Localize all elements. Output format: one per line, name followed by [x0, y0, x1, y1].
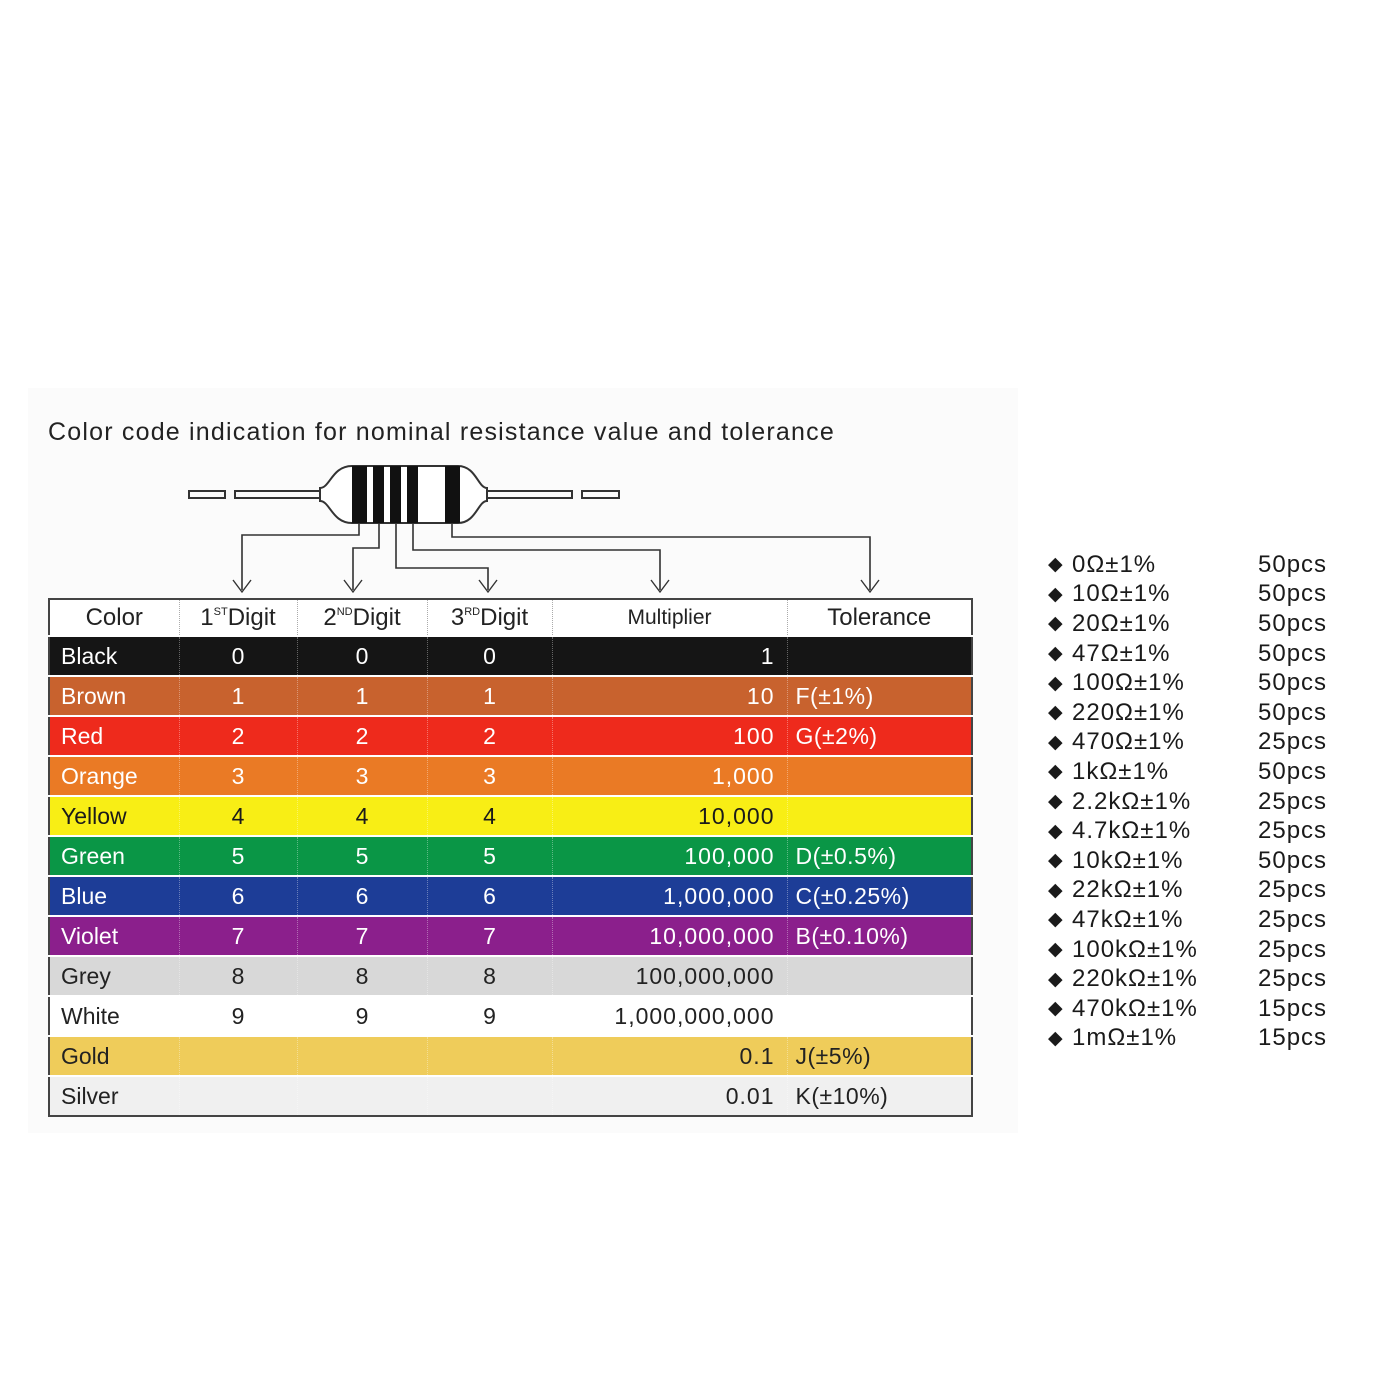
table-row: [49, 956, 972, 996]
band-4: [407, 466, 418, 523]
multiplier-cell: 0.01: [552, 1076, 787, 1116]
first-digit-cell: 9: [179, 996, 297, 1036]
first-digit-cell: [179, 1036, 297, 1076]
table-row: [49, 796, 972, 836]
table-row: [49, 1036, 972, 1076]
color-name-cell: Violet: [49, 916, 179, 956]
color-name-cell: Gold: [49, 1036, 179, 1076]
first-digit-cell: 3: [179, 756, 297, 796]
third-digit-cell: 8: [427, 956, 552, 996]
first-digit-cell: 8: [179, 956, 297, 996]
multiplier-cell: 0.1: [552, 1036, 787, 1076]
diamond-bullet-icon: ◆: [1048, 731, 1064, 753]
resistor-quantity: 15pcs: [1258, 994, 1328, 1022]
diamond-bullet-icon: ◆: [1048, 613, 1064, 635]
second-digit-cell: 7: [297, 916, 427, 956]
list-item: [1048, 728, 1368, 758]
resistor-icon: [0, 0, 1000, 600]
header-tolerance: Tolerance: [787, 599, 972, 636]
color-name-cell: Red: [49, 716, 179, 756]
color-name-cell: Orange: [49, 756, 179, 796]
resistor-value: 100Ω±1%: [1072, 669, 1185, 697]
diamond-bullet-icon: ◆: [1048, 1027, 1064, 1049]
resistor-quantity: 25pcs: [1258, 965, 1328, 993]
list-item: [1048, 994, 1368, 1024]
resistor-quantity: 50pcs: [1258, 639, 1328, 667]
tolerance-cell: J(±5%): [787, 1036, 972, 1076]
diamond-bullet-icon: ◆: [1048, 998, 1064, 1020]
first-digit-cell: 6: [179, 876, 297, 916]
resistor-quantity: 50pcs: [1258, 757, 1328, 785]
tolerance-cell: [787, 996, 972, 1036]
diamond-bullet-icon: ◆: [1048, 850, 1064, 872]
tolerance-cell: G(±2%): [787, 716, 972, 756]
first-digit-cell: 7: [179, 916, 297, 956]
resistor-value: 220Ω±1%: [1072, 698, 1185, 726]
header-multiplier: Multiplier: [552, 599, 787, 636]
list-item: [1048, 846, 1368, 876]
first-digit-cell: 5: [179, 836, 297, 876]
diamond-bullet-icon: ◆: [1048, 761, 1064, 783]
resistor-quantity: 50pcs: [1258, 846, 1328, 874]
table-row: [49, 716, 972, 756]
resistor-value: 47Ω±1%: [1072, 639, 1171, 667]
band-1: [352, 466, 367, 523]
second-digit-cell: [297, 1076, 427, 1116]
page-title: Color code indication for nominal resistance value and tolerance: [48, 418, 835, 446]
second-digit-cell: 8: [297, 956, 427, 996]
multiplier-cell: 10,000: [552, 796, 787, 836]
tolerance-cell: D(±0.5%): [787, 836, 972, 876]
resistor-value: 470kΩ±1%: [1072, 994, 1198, 1022]
table-row: [49, 756, 972, 796]
third-digit-cell: 4: [427, 796, 552, 836]
color-code-table: [48, 598, 973, 1117]
table-row: [49, 636, 972, 676]
tolerance-cell: B(±0.10%): [787, 916, 972, 956]
color-name-cell: Silver: [49, 1076, 179, 1116]
table-row: [49, 836, 972, 876]
resistor-quantity: 25pcs: [1258, 876, 1328, 904]
resistor-quantity: 50pcs: [1258, 580, 1328, 608]
lead-dash-left-outer: [189, 491, 225, 498]
tolerance-cell: [787, 956, 972, 996]
third-digit-cell: 5: [427, 836, 552, 876]
resistor-quantity: 15pcs: [1258, 1024, 1328, 1052]
table-row: [49, 996, 972, 1036]
table-header-row: [49, 599, 972, 636]
resistor-quantity: 25pcs: [1258, 728, 1328, 756]
multiplier-cell: 100,000: [552, 836, 787, 876]
resistor-value: 470Ω±1%: [1072, 728, 1185, 756]
second-digit-cell: 4: [297, 796, 427, 836]
third-digit-cell: 1: [427, 676, 552, 716]
band-3: [390, 466, 401, 523]
tolerance-cell: C(±0.25%): [787, 876, 972, 916]
color-name-cell: White: [49, 996, 179, 1036]
diamond-bullet-icon: ◆: [1048, 909, 1064, 931]
tolerance-cell: [787, 636, 972, 676]
resistor-quantity: 50pcs: [1258, 609, 1328, 637]
header-second-digit: 2NDDigit: [297, 599, 427, 636]
second-digit-cell: 1: [297, 676, 427, 716]
table-row: [49, 676, 972, 716]
color-name-cell: Black: [49, 636, 179, 676]
diamond-bullet-icon: ◆: [1048, 583, 1064, 605]
pointer-digit-3: [396, 523, 488, 590]
header-third-digit: 3RDDigit: [427, 599, 552, 636]
diamond-bullet-icon: ◆: [1048, 643, 1064, 665]
third-digit-cell: 2: [427, 716, 552, 756]
list-item: [1048, 580, 1368, 610]
list-item: [1048, 935, 1368, 965]
multiplier-cell: 1,000: [552, 756, 787, 796]
list-item: [1048, 964, 1368, 994]
second-digit-cell: 2: [297, 716, 427, 756]
resistor-value: 22kΩ±1%: [1072, 876, 1184, 904]
resistor-value: 1mΩ±1%: [1072, 1024, 1178, 1052]
multiplier-cell: 10: [552, 676, 787, 716]
resistor-value: 47kΩ±1%: [1072, 905, 1184, 933]
color-name-cell: Brown: [49, 676, 179, 716]
second-digit-cell: 9: [297, 996, 427, 1036]
list-item: [1048, 698, 1368, 728]
table-row: [49, 916, 972, 956]
list-item: [1048, 1024, 1368, 1054]
multiplier-cell: 10,000,000: [552, 916, 787, 956]
multiplier-cell: 1,000,000,000: [552, 996, 787, 1036]
color-name-cell: Green: [49, 836, 179, 876]
pointer-digit-2: [353, 523, 379, 590]
resistor-quantity: 50pcs: [1258, 550, 1328, 578]
resistor-value: 4.7kΩ±1%: [1072, 817, 1192, 845]
pointer-tolerance: [452, 523, 870, 590]
second-digit-cell: 3: [297, 756, 427, 796]
resistor-value: 2.2kΩ±1%: [1072, 787, 1192, 815]
band-2: [373, 466, 384, 523]
multiplier-cell: 1,000,000: [552, 876, 787, 916]
package-contents-list: [1048, 550, 1368, 1053]
list-item: [1048, 757, 1368, 787]
diamond-bullet-icon: ◆: [1048, 672, 1064, 694]
second-digit-cell: [297, 1036, 427, 1076]
second-digit-cell: 0: [297, 636, 427, 676]
color-name-cell: Blue: [49, 876, 179, 916]
pointer-digit-1: [242, 523, 359, 590]
first-digit-cell: 2: [179, 716, 297, 756]
list-item: [1048, 639, 1368, 669]
band-5: [445, 466, 460, 523]
tolerance-cell: K(±10%): [787, 1076, 972, 1116]
third-digit-cell: 7: [427, 916, 552, 956]
lead-dash-right-outer: [582, 491, 619, 498]
resistor-quantity: 25pcs: [1258, 905, 1328, 933]
header-color: Color: [49, 599, 179, 636]
third-digit-cell: 3: [427, 756, 552, 796]
list-item: [1048, 905, 1368, 935]
resistor-quantity: 25pcs: [1258, 787, 1328, 815]
lead-right: [487, 491, 572, 498]
second-digit-cell: 6: [297, 876, 427, 916]
diamond-bullet-icon: ◆: [1048, 879, 1064, 901]
list-item: [1048, 816, 1368, 846]
list-item: [1048, 876, 1368, 906]
tolerance-cell: [787, 756, 972, 796]
resistor-value: 10Ω±1%: [1072, 580, 1171, 608]
first-digit-cell: 0: [179, 636, 297, 676]
second-digit-cell: 5: [297, 836, 427, 876]
tolerance-cell: F(±1%): [787, 676, 972, 716]
first-digit-cell: 1: [179, 676, 297, 716]
diamond-bullet-icon: ◆: [1048, 791, 1064, 813]
third-digit-cell: [427, 1076, 552, 1116]
resistor-quantity: 50pcs: [1258, 669, 1328, 697]
tolerance-cell: [787, 796, 972, 836]
color-name-cell: Yellow: [49, 796, 179, 836]
diamond-bullet-icon: ◆: [1048, 820, 1064, 842]
multiplier-cell: 1: [552, 636, 787, 676]
list-item: [1048, 550, 1368, 580]
list-item: [1048, 668, 1368, 698]
multiplier-cell: 100,000,000: [552, 956, 787, 996]
resistor-quantity: 25pcs: [1258, 817, 1328, 845]
diamond-bullet-icon: ◆: [1048, 702, 1064, 724]
table-row: [49, 1076, 972, 1116]
list-item: [1048, 787, 1368, 817]
resistor-value: 0Ω±1%: [1072, 550, 1157, 578]
diamond-bullet-icon: ◆: [1048, 554, 1064, 576]
resistor-value: 220kΩ±1%: [1072, 965, 1198, 993]
first-digit-cell: 4: [179, 796, 297, 836]
table-row: [49, 876, 972, 916]
resistor-value: 1kΩ±1%: [1072, 757, 1170, 785]
resistor-value: 20Ω±1%: [1072, 609, 1171, 637]
diamond-bullet-icon: ◆: [1048, 939, 1064, 961]
color-name-cell: Grey: [49, 956, 179, 996]
resistor-body: [320, 466, 487, 523]
first-digit-cell: [179, 1076, 297, 1116]
diamond-bullet-icon: ◆: [1048, 968, 1064, 990]
list-item: [1048, 609, 1368, 639]
resistor-quantity: 50pcs: [1258, 698, 1328, 726]
third-digit-cell: 0: [427, 636, 552, 676]
multiplier-cell: 100: [552, 716, 787, 756]
pointer-multiplier: [413, 523, 660, 590]
resistor-quantity: 25pcs: [1258, 935, 1328, 963]
third-digit-cell: [427, 1036, 552, 1076]
lead-left: [235, 491, 320, 498]
third-digit-cell: 6: [427, 876, 552, 916]
resistor-value: 10kΩ±1%: [1072, 846, 1184, 874]
third-digit-cell: 9: [427, 996, 552, 1036]
header-first-digit: 1STDigit: [179, 599, 297, 636]
resistor-value: 100kΩ±1%: [1072, 935, 1198, 963]
